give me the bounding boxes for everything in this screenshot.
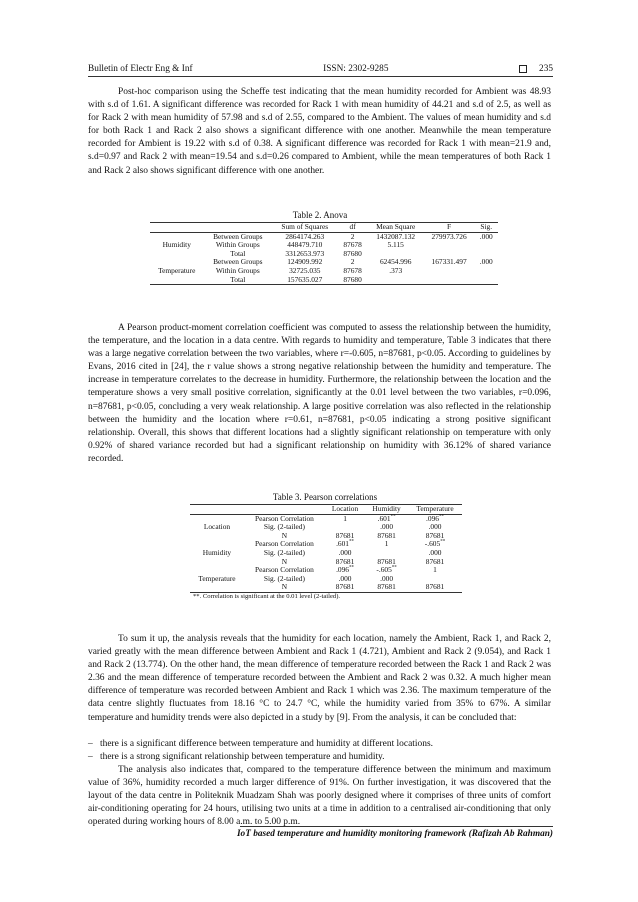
table-header-cell [150, 223, 203, 233]
table-cell: .096** [336, 565, 354, 575]
table-cell: .373 [389, 265, 403, 275]
paragraph-pearson: A Pearson product-moment correlation coefficient was computed to assess the relationship between the humidity, the temperature, and the location in a data centre. With regards to humidity and temperature, Table 3 indicates that there was a large negative correlation between the two variables, where r=-0.605, n=87681, p<0.05. According to guidelines by Evans, 2016 cited in [24], the r value shows a strong negative relationship between the humidity and temperature. The increase in temperature correlates to the decrease in humidity. Furthermore, the relationship between the location and the temperature shows a very small positive correlation, significantly at the 0.01 level between the two variables, r=0.096, n=87681, p<0.05, concluding a very weak relationship. A large positive correlation was also reflected in the relationship between the humidity and the location where r=0.61, n=87681, p<0.05 indicating a strong positive significant relationship. Overall, this shows that different locations had a slightly significant relationship on temperature with only 0.92% of shared variance recorded but had a significant relationship on humidity with 36.12% of shared variance recorded. [88, 323, 551, 464]
page-number: 235 [539, 64, 553, 74]
table-cell: -.605** [424, 539, 446, 549]
table-cell [475, 276, 498, 285]
table-cell: 3312653.973 [285, 248, 325, 258]
table-cell: .601** [377, 513, 396, 523]
table-cell: N [244, 583, 325, 592]
page-header [88, 60, 553, 74]
table-cell: Pearson Correlation [254, 565, 314, 575]
table-cell: 87681 [335, 530, 355, 540]
table-cell: Pearson Correlation [254, 539, 314, 549]
table-cell: Within Groups [215, 240, 260, 250]
table-row [150, 276, 498, 285]
paragraph-posthoc: Post-hoc comparison using the Scheffe test indicating that the mean humidity recorded for Ambient was 48.93 with s.d of 1.61. A significant difference was recorded for Rack 1 with mean humidity of 44.21 and s.d of 2.5, as well as for Rack 2 with mean humidity of 57.98 and s.d of 2.55, compared to the Ambient. The values of mean humidity and s.d for both Rack 1 and Rack 2 also shows a significant difference with one another. Meanwhile the mean temperature recorded for Ambient is 19.22 with s.d of 0.38. A significant difference was recorded for Rack 1 with mean=21.9 and, s.d=0.97 and Rack 2 with mean=19.54 and s.d=0.26 compared to Ambient, while the mean temperatures of both Rack 1 and Rack 2 also shows significant difference with one another. [88, 87, 551, 176]
table2-title: Table 2. Anova [292, 210, 348, 220]
table-cell: .601** [336, 539, 354, 549]
table-header-cell: Mean Square [368, 223, 424, 233]
table-cell: Sig. (2-tailed) [263, 547, 305, 557]
table-cell: Humidity [162, 240, 191, 250]
table-cell: N [281, 530, 288, 540]
table-cell: 87678 [343, 240, 362, 250]
table-header-cell: Sig. [475, 223, 498, 233]
table-cell: .000 [428, 547, 442, 557]
table-cell: .000 [428, 522, 442, 532]
list-item: – there is a significant difference between temperature and humidity at different locations. [88, 738, 551, 751]
table-cell: 2 [350, 257, 355, 267]
table-cell: 279973.726 [431, 231, 467, 241]
table-header-cell [244, 505, 325, 515]
table-cell: .000 [380, 573, 394, 583]
table-cell: 2864174.263 [285, 231, 325, 241]
table-cell: Within Groups [215, 265, 260, 275]
table-cell: 157635.027 [272, 276, 337, 285]
table-cell: 87680 [343, 248, 362, 258]
table-cell: 87681 [335, 556, 355, 566]
list-item: – there is a strong significant relationship between temperature and humidity. [88, 751, 551, 764]
table-row [190, 514, 462, 523]
paragraph-summary: To sum it up, the analysis reveals that the humidity for each location, namely the Ambient, Rack 1, and Rack 2, varied greatly with the mean difference between Ambient and Rack 1 (4.721), Ambient and Rack 2 (9.054), and Rack 1 and Rack 2 (13.774). On the other hand, the mean difference of temperature recorded between the Rack 1 and Rack 2 was 2.36 and the mean difference of temperature recorded between the Ambient and Rack 2 was 0.32. A much higher mean difference of temperature was recorded between Ambient and Rack 1 which was 2.36. The maximum temperature of the data centre slightly fluctuates from 18.16 °C to 24.7 °C, while the humidity varied from 35% to 67%. A similar temperature and humidity trends were also depicted in a study by [9]. From the analysis, it can be concluded that: [88, 634, 551, 723]
table-cell: .000 [479, 257, 493, 267]
table-cell [424, 276, 475, 285]
table-cell: 448479.710 [287, 240, 323, 250]
table-cell [368, 276, 424, 285]
table-cell [475, 267, 498, 276]
table-header-cell [190, 505, 244, 515]
table-header-cell: Location [325, 505, 365, 515]
table-cell: 87681 [377, 556, 396, 566]
conclusion-list [88, 738, 551, 764]
table-cell [190, 583, 244, 592]
pearson-table [190, 504, 462, 602]
header-rule [88, 76, 553, 77]
page-footer: IoT based temperature and humidity monitoring framework (Rafizah Ab Rahman) [236, 829, 553, 839]
table-cell: 87681 [425, 530, 445, 540]
table3-title: Table 3. Pearson correlations [272, 492, 378, 502]
significance-mark: ** [438, 514, 444, 520]
table-cell [424, 267, 475, 276]
table-cell: -.605** [376, 565, 397, 575]
table-cell: 87681 [425, 556, 445, 566]
table-cell: 87681 [408, 583, 462, 592]
table-cell: Temperature [198, 573, 236, 583]
table-row [190, 583, 462, 592]
table-header-cell: Temperature [408, 505, 462, 515]
footer-rule [240, 826, 553, 827]
table-header-cell [203, 223, 272, 233]
square-bullet-icon [519, 65, 527, 73]
table-header-cell: F [424, 223, 475, 233]
table-row [190, 549, 462, 558]
table-cell: 2 [350, 231, 355, 241]
table-cell: .000 [380, 522, 394, 532]
table-cell: Total [230, 248, 246, 258]
table-cell: 87680 [337, 276, 367, 285]
table-cell: 1 [343, 513, 347, 523]
paragraph-analysis: The analysis also indicates that, compared to the temperature difference between the minimum and maximum value of 36%, humidity recorded a much larger difference of 91%. On further investigation, it was discovered that the layout of the data centre in Politeknik Muadzam Shah was poorly designed where it comprises of three units of comfort air-conditioning operating for 24 hours, utilising two units at a time in addition to a centralised air-conditioning that only operated during working hours of 8.00 a.m. to 5.00 p.m. [88, 765, 551, 828]
table-cell [150, 250, 203, 259]
table-cell: 87681 [377, 530, 396, 540]
table-cell: Location [203, 522, 231, 532]
table-cell [190, 532, 244, 541]
table-cell: Between Groups [213, 231, 263, 241]
table-cell: N [281, 556, 288, 566]
table-cell: .000 [338, 573, 352, 583]
table-row [190, 558, 462, 567]
significance-mark: ** [391, 565, 397, 571]
significance-mark: ** [440, 539, 446, 545]
table-row [190, 523, 462, 532]
table-cell: 87681 [325, 583, 365, 592]
table-cell: .000 [479, 231, 493, 241]
table-cell: Total [203, 276, 272, 285]
table-cell: 87678 [343, 265, 362, 275]
table-cell: 124909.992 [287, 257, 323, 267]
table-cell: 167331.497 [431, 257, 467, 267]
table-cell [424, 241, 475, 250]
table-cell [190, 558, 244, 567]
table-cell: Sig. (2-tailed) [263, 522, 305, 532]
table-row [150, 267, 498, 276]
table-row [150, 258, 498, 267]
table-cell: Temperature [158, 265, 196, 275]
page-number-group [519, 64, 553, 74]
table-cell: Humidity [202, 547, 232, 557]
table-cell [475, 241, 498, 250]
table-row [190, 532, 462, 541]
anova-table [150, 222, 498, 285]
table-cell: 1432087.132 [376, 231, 416, 241]
table-cell: 32725.035 [289, 265, 321, 275]
table-cell: 1 [433, 565, 437, 575]
issn: ISSN: 2302-9285 [323, 64, 389, 74]
significance-mark: ** [349, 539, 354, 545]
table-cell: .000 [338, 547, 352, 557]
table-header-cell: Sum of Squares [272, 223, 337, 233]
table-row [190, 575, 462, 584]
table-note-row [190, 592, 462, 601]
table-cell: .096** [426, 513, 444, 523]
table-cell: 1 [384, 539, 389, 549]
journal-name: Bulletin of Electr Eng & Inf [88, 64, 193, 74]
table-cell: Sig. (2-tailed) [263, 573, 305, 583]
table-cell: 62454.996 [379, 257, 412, 267]
significance-mark: ** [349, 565, 354, 571]
table-cell: Between Groups [213, 257, 263, 267]
table-row [150, 232, 498, 241]
table-cell: Pearson Correlation [254, 513, 314, 523]
table-row [150, 241, 498, 250]
table-cell: 87681 [365, 583, 408, 592]
significance-mark: ** [390, 514, 396, 520]
table-cell: 5.115 [387, 240, 404, 250]
table-header-cell: df [337, 223, 367, 233]
table-header-cell: Humidity [365, 505, 408, 515]
table-note: **. Correlation is significant at the 0.01 level (2-tailed). [193, 592, 341, 600]
table-cell [150, 276, 203, 285]
